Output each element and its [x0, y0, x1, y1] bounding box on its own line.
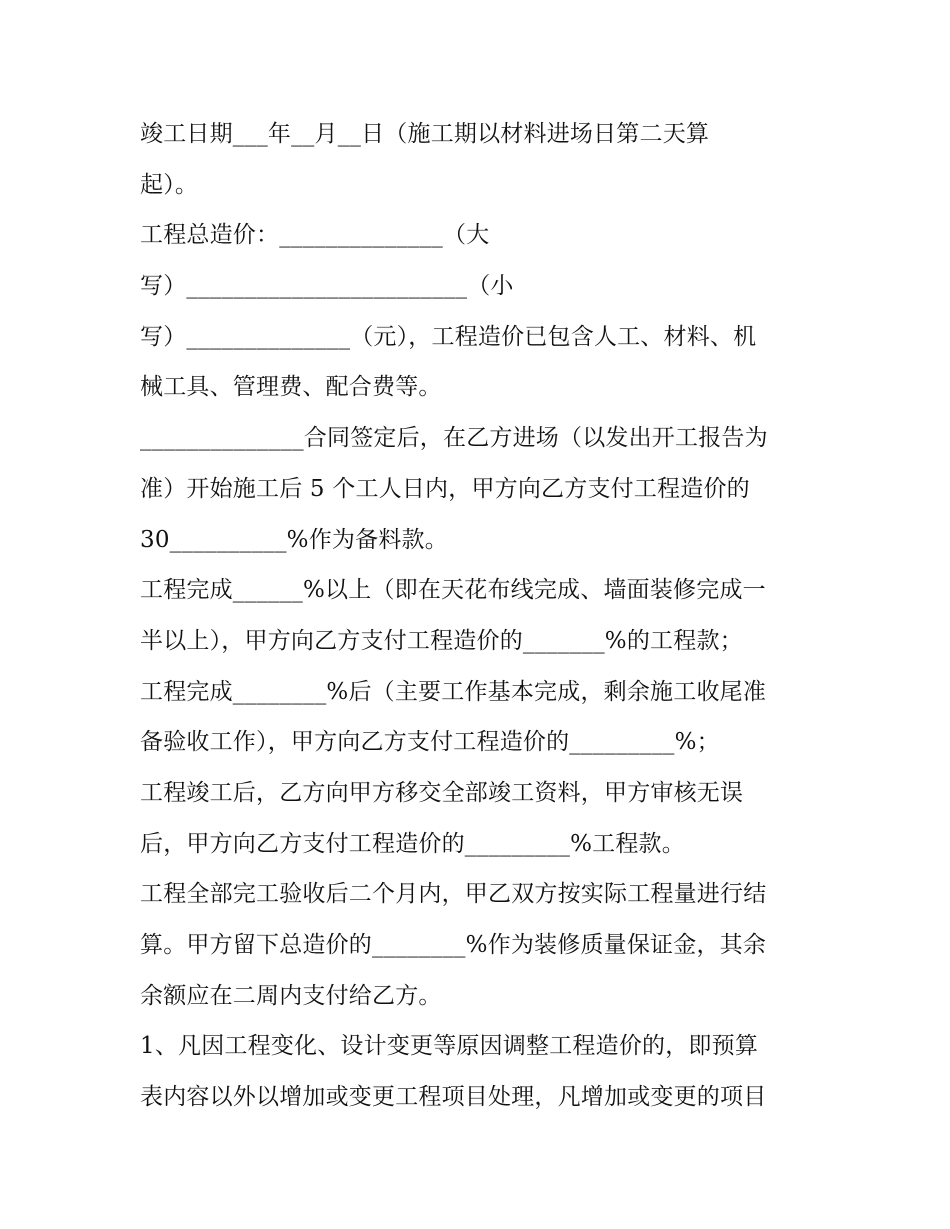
text-line: 准）开始施工后 5 个工人日内，甲方向乙方支付工程造价的 [140, 475, 750, 502]
text-line: 竣工日期___年__月__日（施工期以材料进场日第二天算 [140, 121, 710, 147]
text-line: 工程竣工后，乙方向甲方移交全部竣工资料，甲方审核无误 [140, 779, 744, 806]
text-line: 工程完成______%以上（即在天花布线完成、墙面装修完成一 [140, 577, 766, 604]
text-line: 工程全部完工验收后二个月内，甲乙双方按实际工程量进行结 [140, 881, 767, 908]
text-line: 后，甲方向乙方支付工程造价的_________%工程款。 [140, 830, 685, 857]
text-line: 工程完成________%后（主要工作基本完成，剩余施工收尾准 [140, 678, 767, 705]
text-line: 写）________________________（小 [140, 273, 514, 300]
text-line: 半以上），甲方向乙方支付工程造价的_______%的工程款； [140, 627, 743, 654]
text-line: ______________合同签定后，在乙方进场（以发出开工报告为 [140, 425, 768, 452]
text-line: 起）。 [140, 171, 199, 198]
document-body [140, 109, 820, 1123]
text-line: 械工具、管理费、配合费等。 [140, 374, 442, 401]
text-line: 备验收工作），甲方向乙方支付工程造价的_________%； [140, 729, 720, 756]
text-line: 表内容以外以增加或变更工程项目处理，凡增加或变更的项目 [140, 1084, 767, 1111]
text-line: 工程总造价：______________（大 [140, 222, 490, 249]
text-line: 1、凡因工程变化、设计变更等原因调整工程造价的，即预算 [140, 1033, 759, 1060]
text-line: 余额应在二周内支付给乙方。 [140, 982, 442, 1009]
text-line: 算。甲方留下总造价的________%作为装修质量保证金，其余 [140, 932, 767, 958]
text-line: 写）______________（元），工程造价已包含人工、材料、机 [140, 323, 757, 350]
text-line: 30__________%作为备料款。 [140, 526, 448, 553]
